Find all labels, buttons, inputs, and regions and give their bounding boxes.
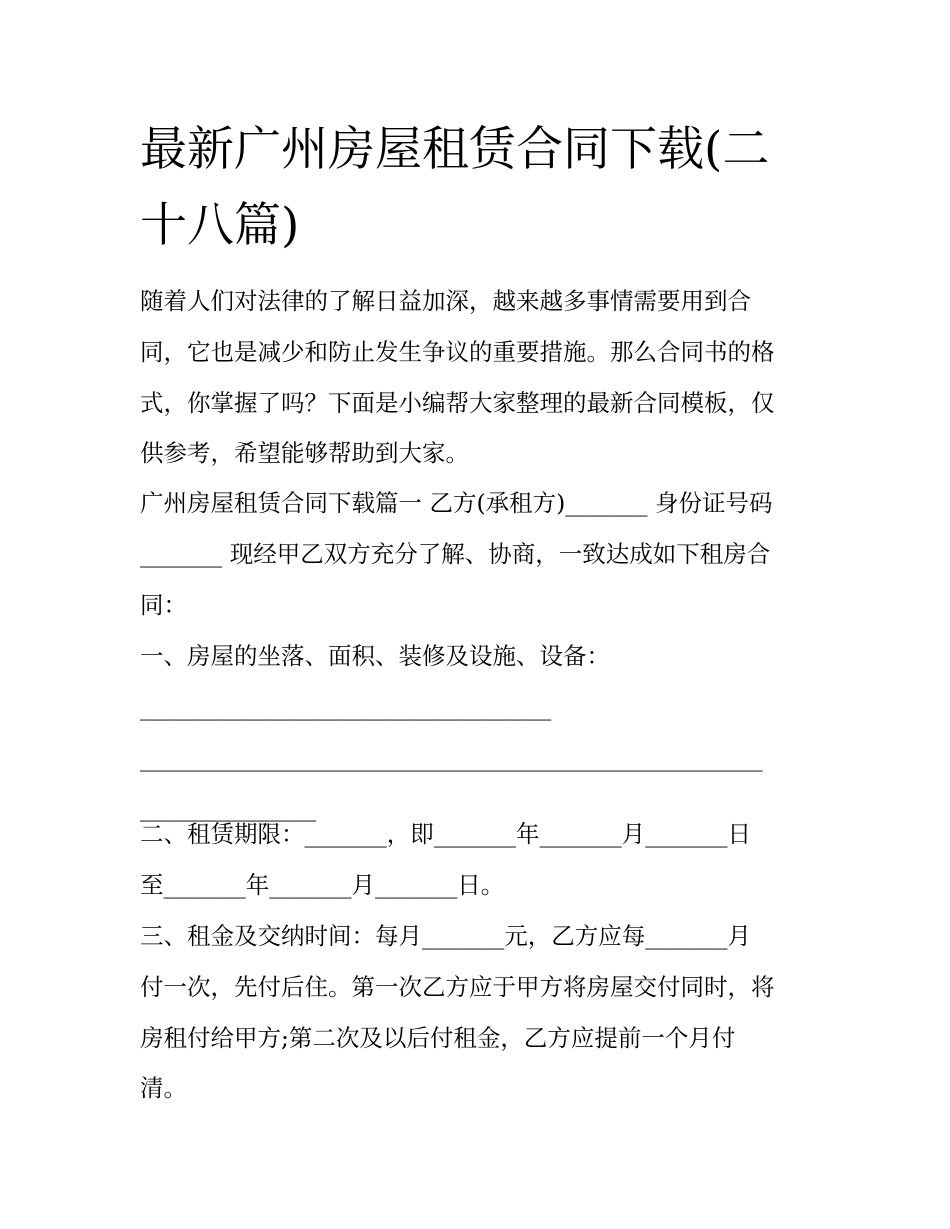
text-line: 同，它也是减少和防止发生争议的重要措施。那么合同书的格 bbox=[140, 337, 775, 366]
text-line: 房租付给甲方;第二次及以后付租金，乙方应提前一个月付 bbox=[140, 1023, 736, 1052]
text-line: 三、租金及交纳时间：每月_______元，乙方应每_______月 bbox=[140, 922, 751, 950]
blank-line: _____________________________________________________ bbox=[140, 743, 763, 772]
title-line: 十八篇) bbox=[140, 198, 300, 253]
clause-rent bbox=[140, 911, 812, 1114]
text-line: 二、租赁期限：_______，即_______年_______月_______日 bbox=[140, 820, 751, 848]
blank-line: ___________________________________ bbox=[140, 692, 552, 721]
text-line: 清。 bbox=[140, 1074, 187, 1103]
text-line: 随着人们对法律的了解日益加深，越来越多事情需要用到合 bbox=[140, 287, 751, 315]
blank-line: _______________ bbox=[140, 794, 317, 823]
clause-premises bbox=[140, 631, 812, 834]
text-line: 同： bbox=[140, 590, 187, 619]
text-line: _______ 现经甲乙双方充分了解、协商，一致达成如下租房合 bbox=[140, 539, 771, 568]
intro-paragraph bbox=[140, 276, 812, 479]
clause-term bbox=[140, 809, 812, 911]
party-paragraph bbox=[140, 478, 812, 630]
title-line: 最新广州房屋租赁合同下载(二 bbox=[140, 122, 770, 177]
text-line: 广州房屋租赁合同下载篇一 乙方(承租方)_______ 身份证号码 bbox=[140, 489, 773, 517]
text-line: 一、房屋的坐落、面积、装修及设施、设备： bbox=[140, 642, 610, 670]
text-line: 式，你掌握了吗？下面是小编帮大家整理的最新合同模板，仅 bbox=[140, 388, 775, 417]
text-line: 付一次，先付后住。第一次乙方应于甲方将房屋交付同时，将 bbox=[140, 972, 775, 1001]
text-line: 供参考，希望能够帮助到大家。 bbox=[140, 439, 469, 468]
text-line: 至_______年_______月_______日。 bbox=[140, 870, 505, 899]
document-title bbox=[140, 112, 820, 264]
